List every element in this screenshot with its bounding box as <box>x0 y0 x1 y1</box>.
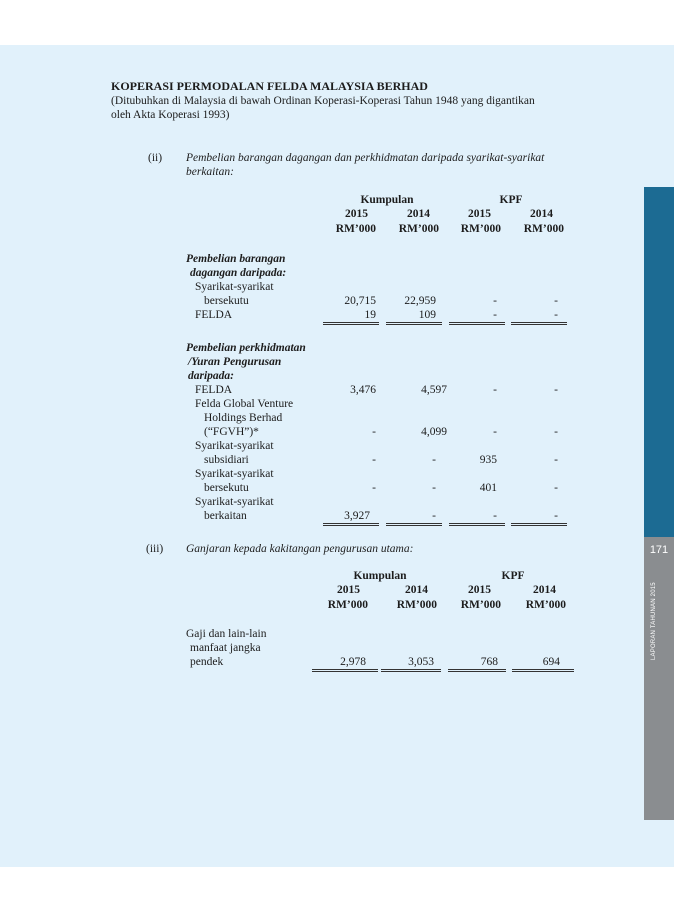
unit-header: RM’000 <box>398 223 439 235</box>
cell-value: 20,715 <box>344 295 376 307</box>
year-header: 2014 <box>405 584 428 596</box>
cell-value: - <box>493 510 497 522</box>
heading-b-line3: daripada: <box>188 370 234 382</box>
total-underline <box>381 669 441 672</box>
document-subtitle-line1: (Ditubuhkan di Malaysia di bawah Ordinan Koperasi-Koperasi Tahun 1948 yang digantikan <box>111 95 535 107</box>
cell-value: - <box>493 384 497 396</box>
cell-value: 694 <box>542 656 560 668</box>
year-header: 2014 <box>533 584 556 596</box>
column-group-kpf: KPF <box>501 570 525 582</box>
cell-value: 401 <box>479 482 497 494</box>
side-tab-lower <box>644 537 674 820</box>
unit-header: RM’000 <box>525 599 566 611</box>
cell-value: - <box>372 482 376 494</box>
section-ii-number: (ii) <box>148 152 163 164</box>
side-tab <box>644 187 674 537</box>
cell-value: 2,978 <box>340 656 366 668</box>
row-label: FELDA <box>195 309 233 321</box>
document-title: KOPERASI PERMODALAN FELDA MALAYSIA BERHAD <box>111 79 428 93</box>
total-underline <box>449 523 505 526</box>
cell-value: 3,476 <box>350 384 376 396</box>
cell-value: 109 <box>418 309 436 321</box>
cell-value: - <box>372 426 376 438</box>
total-underline <box>448 669 506 672</box>
cell-value: - <box>554 309 558 321</box>
section-ii-title-line1: Pembelian barangan dagangan dan perkhidmatan daripada syarikat-syarikat <box>186 152 545 164</box>
year-header: 2015 <box>468 584 491 596</box>
total-underline <box>323 322 379 325</box>
cell-value: - <box>554 510 558 522</box>
heading-a-line2: dagangan daripada: <box>190 267 287 279</box>
side-label: LAPORAN TAHUNAN 2015 <box>651 582 657 660</box>
cell-value: 935 <box>479 454 497 466</box>
row-label: bersekutu <box>204 482 249 494</box>
row-label: Holdings Berhad <box>204 412 283 424</box>
cell-value: - <box>554 295 558 307</box>
section-iii-title: Ganjaran kepada kakitangan pengurusan utama: <box>186 543 414 555</box>
column-group-kpf: KPF <box>499 194 523 206</box>
total-underline <box>312 669 378 672</box>
unit-header: RM’000 <box>460 223 501 235</box>
row-label: Syarikat-syarikat <box>195 281 274 293</box>
cell-value: - <box>432 454 436 466</box>
row-label: Syarikat-syarikat <box>195 468 274 480</box>
cell-value: 19 <box>364 309 376 321</box>
total-underline <box>386 322 442 325</box>
row-label: manfaat jangka <box>190 642 261 654</box>
year-header: 2015 <box>337 584 360 596</box>
cell-value: 4,099 <box>421 426 447 438</box>
section-ii-title-line2: berkaitan: <box>186 166 234 178</box>
heading-b-line1: Pembelian perkhidmatan <box>186 342 306 354</box>
cell-value: 3,053 <box>408 656 434 668</box>
cell-value: 4,597 <box>421 384 447 396</box>
row-label: subsidiari <box>204 454 249 466</box>
page-number: 171 <box>649 544 669 556</box>
cell-value: 768 <box>480 656 498 668</box>
row-label: (“FGVH”)* <box>204 426 259 438</box>
row-label: Syarikat-syarikat <box>195 440 274 452</box>
cell-value: - <box>554 384 558 396</box>
cell-value: - <box>493 309 497 321</box>
year-header: 2015 <box>468 208 491 220</box>
unit-header: RM’000 <box>460 599 501 611</box>
column-group-kumpulan: Kumpulan <box>360 194 414 206</box>
year-header: 2014 <box>407 208 430 220</box>
row-label: bersekutu <box>204 295 249 307</box>
column-group-kumpulan: Kumpulan <box>353 570 407 582</box>
row-label: pendek <box>190 656 224 668</box>
row-label: berkaitan <box>204 510 247 522</box>
cell-value: - <box>372 454 376 466</box>
row-label: Gaji dan lain-lain <box>186 628 267 640</box>
total-underline <box>386 523 442 526</box>
section-iii-number: (iii) <box>146 543 164 555</box>
total-underline <box>511 523 567 526</box>
heading-a-line1: Pembelian barangan <box>186 253 286 265</box>
total-underline <box>323 523 379 526</box>
cell-value: - <box>432 482 436 494</box>
cell-value: - <box>554 454 558 466</box>
cell-value: 22,959 <box>404 295 436 307</box>
row-label: FELDA <box>195 384 233 396</box>
unit-header: RM’000 <box>396 599 437 611</box>
total-underline <box>511 322 567 325</box>
cell-value: - <box>493 426 497 438</box>
cell-value: - <box>432 510 436 522</box>
cell-value: - <box>493 295 497 307</box>
row-label: Felda Global Venture <box>195 398 294 410</box>
year-header: 2014 <box>530 208 553 220</box>
cell-value: - <box>554 426 558 438</box>
unit-header: RM’000 <box>327 599 368 611</box>
document-subtitle-line2: oleh Akta Koperasi 1993) <box>111 109 230 121</box>
total-underline <box>512 669 574 672</box>
year-header: 2015 <box>345 208 368 220</box>
total-underline <box>449 322 505 325</box>
row-label: Syarikat-syarikat <box>195 496 274 508</box>
unit-header: RM’000 <box>335 223 376 235</box>
cell-value: - <box>554 482 558 494</box>
unit-header: RM’000 <box>523 223 564 235</box>
cell-value: 3,927 <box>344 510 370 522</box>
heading-b-line2: /Yuran Pengurusan <box>188 356 282 368</box>
